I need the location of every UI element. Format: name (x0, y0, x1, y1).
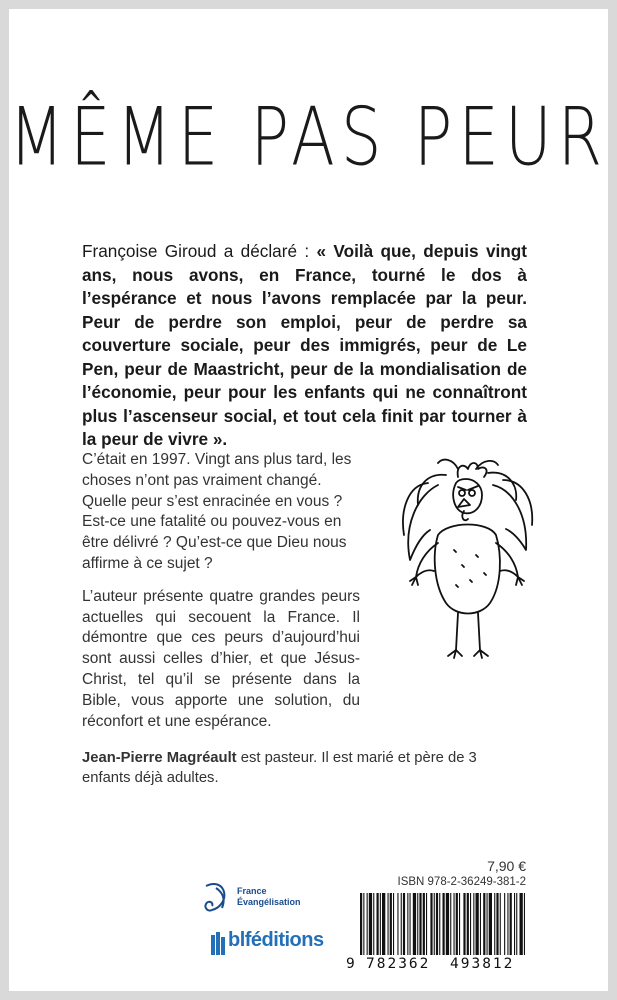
barcode-bar (407, 893, 408, 955)
barcode-bar (496, 893, 498, 955)
barcode-bar (413, 893, 416, 955)
barcode-bar (380, 893, 381, 955)
barcode-bar (454, 893, 455, 955)
barcode-bar (483, 893, 485, 955)
author-bio-text: est pasteur. Il est marié et père de 3 enfants déjà adultes. (82, 750, 477, 786)
barcode (358, 893, 528, 963)
description-column (82, 450, 360, 744)
barcode-bar (388, 893, 389, 955)
author-bio (82, 748, 527, 788)
barcode-bar (480, 893, 481, 955)
barcode-bar (382, 893, 385, 955)
barcode-bar (504, 893, 505, 955)
barcode-bar (426, 893, 427, 955)
barcode-bar (476, 893, 479, 955)
barcode-bar (439, 893, 440, 955)
barcode-bar (520, 893, 523, 955)
barcode-bar (487, 893, 488, 955)
barcode-bar (507, 893, 508, 955)
barcode-bar (450, 893, 451, 955)
price-label: 7,90 € (487, 858, 526, 874)
quote-intro: Françoise Giroud a déclaré : (82, 241, 317, 261)
barcode-bar (417, 893, 418, 955)
barcode-bar (446, 893, 449, 955)
barcode-bar (514, 893, 515, 955)
barcode-bar (473, 893, 474, 955)
barcode-bar (459, 893, 460, 955)
book-title: MÊME PAS PEUR (8, 92, 609, 185)
quote-paragraph (82, 240, 527, 452)
blf-editions-logo: blféditions (228, 929, 324, 951)
barcode-bar (377, 893, 379, 955)
barcode-bar (360, 893, 362, 955)
barcode-bar (410, 893, 411, 955)
barcode-bar (403, 893, 405, 955)
isbn-label: ISBN 978-2-36249-381-2 (397, 876, 526, 888)
barcode-bar (390, 893, 392, 955)
description-paragraph-2: L’auteur présente quatre grandes peurs actuelles qui secouent la France. Il démontre que ces peurs d’aujourd’hui sont aussi celles d’hier, et que Jésus-Christ, tel qu’il se présente dans la Bible, vous apporte une solution, du réconfort et une espérance. (82, 587, 360, 730)
barcode-bar (434, 893, 435, 955)
barcode-bar (510, 893, 512, 955)
barcode-bar (401, 893, 402, 955)
rooster-illustration (398, 455, 538, 675)
author-name: Jean-Pierre Magréault (82, 750, 237, 766)
barcode-bar (463, 893, 465, 955)
barcode-bar (397, 893, 398, 955)
barcode-left-group: 782362 (366, 956, 431, 972)
barcode-bar (367, 893, 368, 955)
barcode-bar (436, 893, 438, 955)
barcode-bar (470, 893, 471, 955)
barcode-bar (423, 893, 425, 955)
description-paragraph-1: C’était en 1997. Vingt ans plus tard, les choses n’ont pas vraiment changé. Quelle peur s’est enracinée en vous ? Est-ce une fatalité ou pouvez-vous en être délivré ? Qu’est-ce que Dieu nous affirme à ce sujet ? (82, 451, 352, 572)
barcode-bar (430, 893, 432, 955)
quote-text: « Voilà que, depuis vingt ans, nous avons, en France, tourné le dos à l’espérance et nous l’avons remplacée par la peur. Peur de perdre son emploi, peur de perdre sa couverture sociale, peur des immigrés, peur de Le Pen, peur de Maastricht, peur de la mondialisation de l’économie, peur pour les enfants qui ne connaîtront plus l’ascenseur social, et tout cela finit par tourner à la peur de vivre ». (82, 241, 527, 449)
barcode-bar (500, 893, 501, 955)
barcode-bar (524, 893, 525, 955)
barcode-bar (516, 893, 517, 955)
france-evangelisation-text (237, 886, 301, 908)
barcode-bar (369, 893, 372, 955)
france-evangelisation-line2: Évangélisation (237, 897, 301, 907)
barcode-bar (443, 893, 445, 955)
barcode-bar (373, 893, 374, 955)
barcode-first-digit: 9 (346, 956, 355, 972)
barcode-bar (467, 893, 469, 955)
barcode-bar (363, 893, 364, 955)
barcode-bar (456, 893, 458, 955)
barcode-bar (419, 893, 421, 955)
barcode-bar (494, 893, 495, 955)
barcode-bar (489, 893, 492, 955)
barcode-right-group: 493812 (450, 956, 515, 972)
france-evangelisation-line1: France (237, 886, 267, 896)
barcode-bar (393, 893, 394, 955)
